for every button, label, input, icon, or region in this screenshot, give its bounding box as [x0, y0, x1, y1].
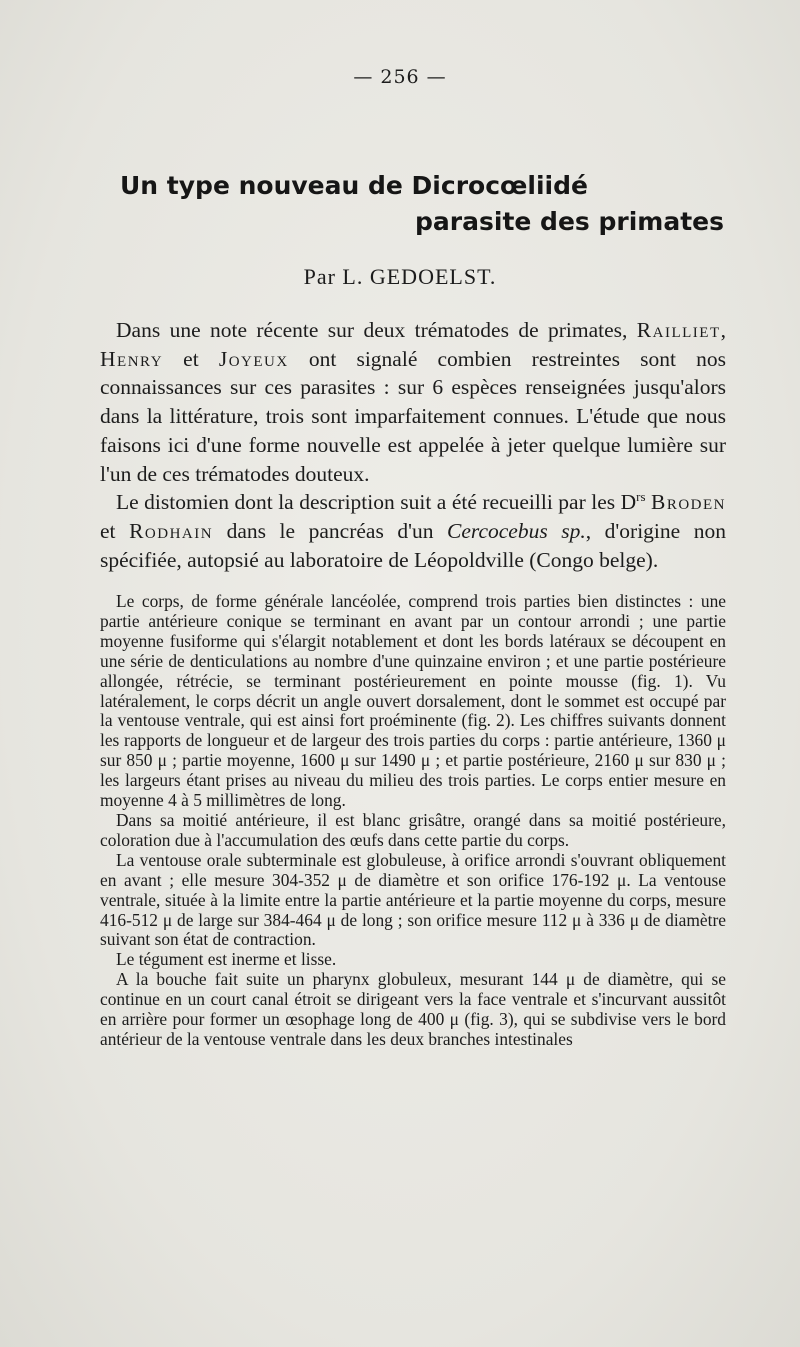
text-segment: Dans une note récente sur deux trématodes de primates, — [116, 318, 637, 342]
intro-text — [100, 316, 726, 574]
intro-paragraph — [100, 316, 726, 488]
text-segment: ont signalé combien restreintes sont nos connaissances sur ces parasites : sur 6 espèces renseignées jusqu'alors dans la littérature, trois sont imparfaitement connues. L'étude que nous faisons ici d'une forme nouvelle est appelée à jeter quelque lumière sur l'un de ces trématodes douteux. — [100, 346, 726, 486]
title-line-1: Un type nouveau de Dicrocœliidé — [120, 171, 588, 200]
title-line-2: parasite des primates — [415, 207, 724, 236]
body-paragraph: A la bouche fait suite un pharynx globuleux, mesurant 144 μ de diamètre, qui se continue en un court canal étroit se dirigeant vers la face ventrale et s'incurvant aussitôt en arrière pour former un œsophage long de 400 μ (fig. 3), qui se subdivise vers le bord antérieur de la ventouse ventrale dans les deux branches intestinales — [100, 969, 726, 1049]
author-prefix: Par — [303, 264, 336, 289]
text-segment: dans le pancréas d'un — [213, 518, 448, 543]
text-segment: Henry — [100, 346, 164, 371]
text-segment: et — [100, 518, 130, 543]
main-text — [100, 592, 726, 1050]
text-segment: Le distomien dont la description suit a été recueilli par les D — [116, 490, 637, 515]
text-segment: et — [163, 346, 219, 371]
author-line — [0, 264, 800, 290]
article-title — [120, 168, 730, 240]
text-segment: Rodhain — [129, 518, 214, 543]
text-segment: Joyeux — [218, 346, 289, 371]
text-segment: Broden — [650, 490, 726, 515]
body-paragraph: Le tégument est inerme et lisse. — [116, 949, 337, 970]
author-name: L. GEDOELST. — [342, 264, 497, 289]
body-paragraph: Le corps, de forme générale lancéolée, comprend trois parties bien distinctes : une partie antérieure conique se terminant en avant par un contour arrondi ; une partie moyenne fusiforme qui s'élargit notablement et dont les bords latéraux se découpent en une série de denticulations au nombre d'une quinzaine environ ; et une partie postérieure allongée, rétrécie, se terminant postérieurement en pointe mousse (fig. 1). Vu latéralement, le corps décrit un angle ouvert dorsalement, dont le sommet est occupé par la ventouse ventrale, qui est ainsi fort proéminente (fig. 2). Les chiffres suivants donnent les rapports de longueur et de largeur des trois parties du corps : partie antérieure, 1360 μ sur 850 μ ; partie moyenne, 1600 μ sur 1490 μ ; et partie postérieure, 2160 μ sur 830 μ ; les largeurs étant prises au niveau du milieu des trois parties. Le corps entier mesure en moyenne 4 à 5 millimètres de long. — [100, 591, 726, 811]
body-paragraph: Dans sa moitié antérieure, il est blanc grisâtre, orangé dans sa moitié postérieure, coloration due à l'accumulation des œufs dans cette partie du corps. — [100, 809, 726, 850]
page-number: — 256 — — [353, 66, 447, 88]
text-segment: Cercocebus sp. — [447, 518, 586, 543]
body-paragraph: La ventouse orale subterminale est globuleuse, à orifice arrondi s'ouvrant obliquement en avant ; elle mesure 304-352 μ de diamètre et son orifice 176-192 μ. La ventouse ventrale, située à la limite entre la partie antérieure et la partie moyenne du corps, mesure 416-512 μ de large sur 384-464 μ de long ; son orifice mesure 112 μ à 336 μ de diamètre suivant son état de contraction. — [100, 849, 726, 950]
text-segment: , d'origine non spécifiée, autopsié au laboratoire de Léopoldville (Congo belge). — [100, 518, 726, 572]
intro-paragraph — [100, 488, 726, 574]
text-segment: Railliet — [636, 318, 721, 342]
text-segment: , — [720, 318, 726, 342]
text-segment: rs — [636, 490, 646, 505]
